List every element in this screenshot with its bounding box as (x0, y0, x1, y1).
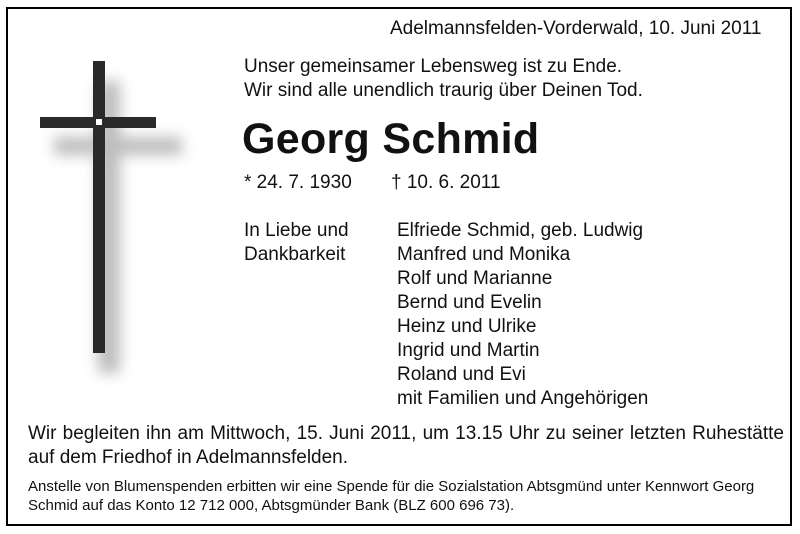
mourner-entry: Elfriede Schmid, geb. Ludwig (397, 220, 644, 241)
mourner-entry: Ingrid und Martin (397, 340, 540, 361)
dedication (244, 219, 349, 267)
cross-icon (36, 59, 186, 379)
death-date: † 10. 6. 2011 (391, 172, 501, 193)
birth-date: * 24. 7. 1930 (244, 172, 352, 193)
place-date: Adelmannsfelden-Vorderwald, 10. Juni 2011 (390, 18, 762, 39)
cross-shadow-horizontal (54, 137, 182, 155)
mourners-list (397, 219, 648, 411)
verse (244, 55, 643, 103)
verse-line: Unser gemeinsamer Lebensweg ist zu Ende. (244, 56, 623, 77)
mourner-entry: mit Familien und Angehörigen (397, 388, 649, 409)
dedication-line: Dankbarkeit (244, 244, 346, 265)
cross-center-highlight (96, 119, 102, 125)
obituary-notice (6, 7, 792, 526)
dedication-line: In Liebe und (244, 220, 349, 241)
mourner-entry: Roland und Evi (397, 364, 526, 385)
mourner-entry: Bernd und Evelin (397, 292, 542, 313)
donation-notice: Anstelle von Blumenspenden erbitten wir eine Spende für die Sozialstation Abtsgmünd unter Kennwort Georg Schmid auf das Konto 12 712 000, Abtsgmünder Bank (BLZ 600 696 73). (28, 478, 755, 514)
mourner-entry: Heinz und Ulrike (397, 316, 537, 337)
deceased-name: Georg Schmid (242, 115, 540, 163)
verse-line: Wir sind alle unendlich traurig über Deinen Tod. (244, 80, 643, 101)
mourner-entry: Rolf und Marianne (397, 268, 553, 289)
funeral-notice: Wir begleiten ihn am Mittwoch, 15. Juni 2011, um 13.15 Uhr zu seiner letzten Ruhestätte auf dem Friedhof in Adelmannsfelden. (28, 423, 784, 468)
mourner-entry: Manfred und Monika (397, 244, 571, 265)
cross-vertical-bar (93, 61, 105, 353)
